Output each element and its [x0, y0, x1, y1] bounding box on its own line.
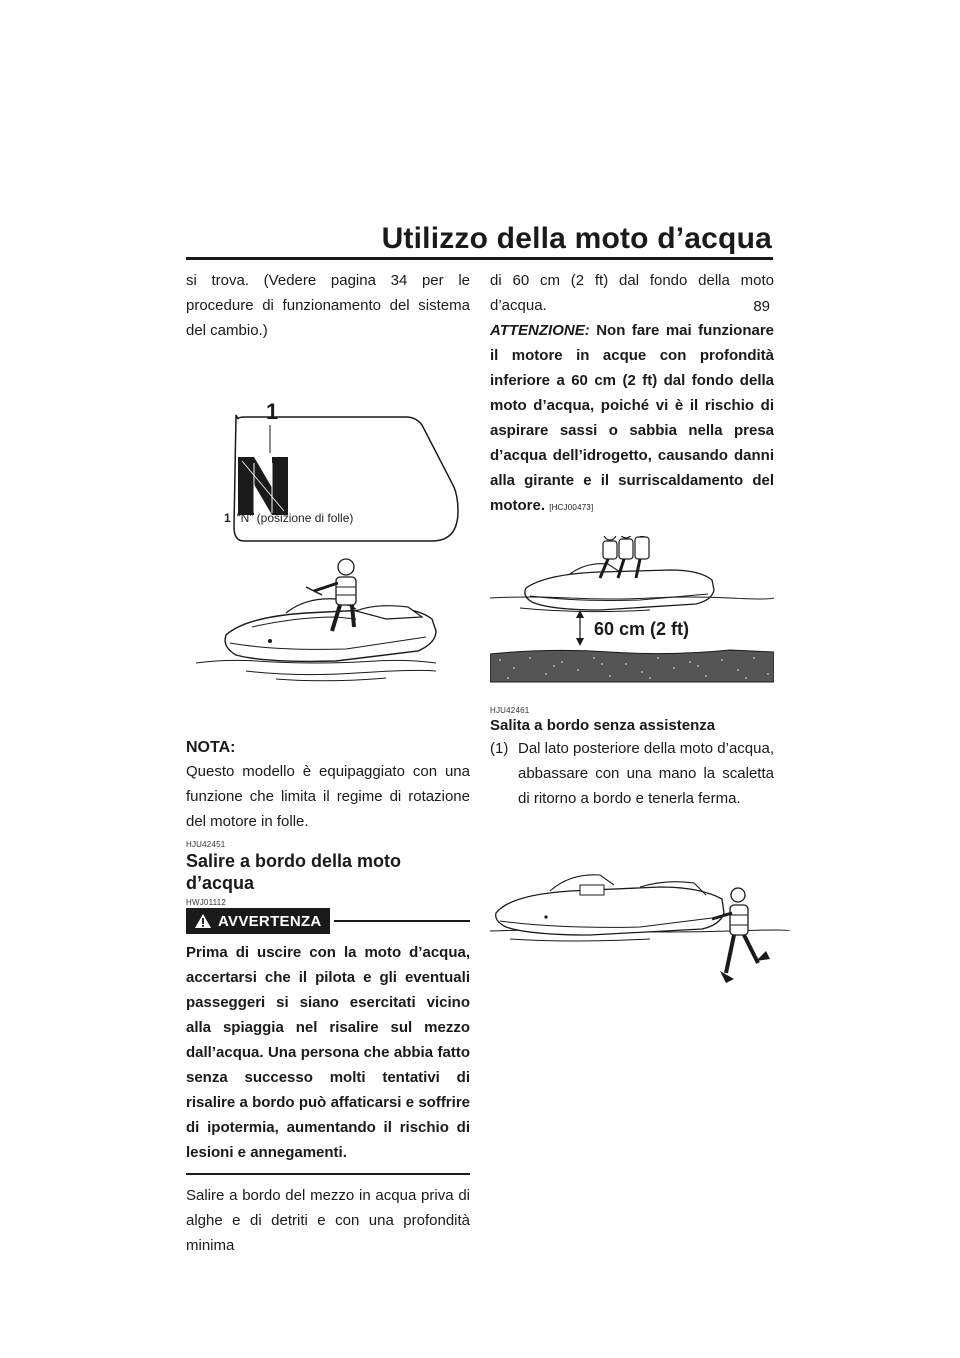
depth-label: 60 cm (2 ft) — [594, 619, 690, 639]
caution-paragraph — [490, 318, 774, 520]
left-column — [186, 268, 470, 1258]
body-paragraph: Salire a bordo del mezzo in acqua priva di alghe e di detriti e con una profondità minima — [186, 1187, 470, 1254]
neutral-indicator-figure — [186, 349, 470, 547]
depth-illustration — [490, 536, 774, 686]
sea-bed — [490, 650, 774, 682]
warning-triangle-icon — [194, 913, 212, 929]
section-code: HJU42451 — [186, 840, 226, 849]
warning-badge — [186, 908, 330, 934]
caption-number: 1 — [224, 511, 231, 525]
boarding-figure — [490, 855, 774, 1005]
caution-code: [HCJ00473] — [549, 503, 594, 512]
subsection-block — [490, 706, 774, 736]
caution-text: Non fare mai funzionare il motore in acque con profondità inferiore a 60 cm (2 ft) dal fondo della moto d’acqua, poiché vi è il rischio di aspirare sassi o sabbia nella presa d’acqua dell’idrogetto, causando danni alla girante e il surriscaldamento del motore. — [490, 322, 774, 514]
step-text: Dal lato posteriore della moto d’acqua, abbassare con una mano la scaletta di ritorno a bordo e tenerla ferma. — [518, 740, 774, 807]
title-rule — [186, 257, 773, 260]
page-title: Utilizzo della moto d’acqua — [381, 222, 772, 255]
caption-text: “N” (posizione di folle) — [236, 511, 354, 525]
step-number: (1) — [490, 740, 509, 757]
warning-label: AVVERTENZA — [218, 912, 322, 930]
subsection-code: HJU42461 — [490, 706, 530, 715]
page-number: 89 — [753, 298, 770, 315]
caution-label: ATTENZIONE: — [490, 322, 590, 339]
nota-text: Questo modello è equipaggiato con una funzione che limita il regime di rotazione del motore in folle. — [186, 763, 470, 830]
warning-block — [186, 898, 470, 1175]
section-title: Salire a bordo della moto d’acqua — [186, 851, 402, 893]
warning-text: Prima di uscire con la moto d’acqua, accertarsi che il pilota e gli eventuali passeggeri si siano esercitati vicino alla spiaggia nel risalire sul mezzo dall’acqua. Una persona che abbia fatto senza successo molti tentativi di risalire a bordo può affaticarsi e soffrire di ipotermia, aumentando il rischio di lesioni e annegamenti. — [186, 944, 470, 1161]
right-column — [490, 268, 774, 1005]
jetski-rider-illustration — [186, 547, 470, 727]
depth-figure — [490, 536, 774, 686]
body-continued: di 60 cm (2 ft) dal fondo della moto d’acqua. — [490, 272, 774, 314]
jetski-rider-figure — [186, 547, 470, 727]
subsection-title: Salita a bordo senza assistenza — [490, 717, 716, 734]
section-block — [186, 840, 470, 894]
step-1 — [490, 736, 774, 811]
nota-title: NOTA: — [186, 739, 236, 756]
warning-code: HWJ01112 — [186, 898, 226, 907]
figure-callout: 1 — [266, 399, 279, 424]
nota-block — [186, 737, 470, 834]
intro-paragraph: si trova. (Vedere pagina 34 per le procedure di funzionamento del sistema del cambio.) — [186, 272, 470, 339]
boarding-illustration — [490, 855, 790, 1005]
